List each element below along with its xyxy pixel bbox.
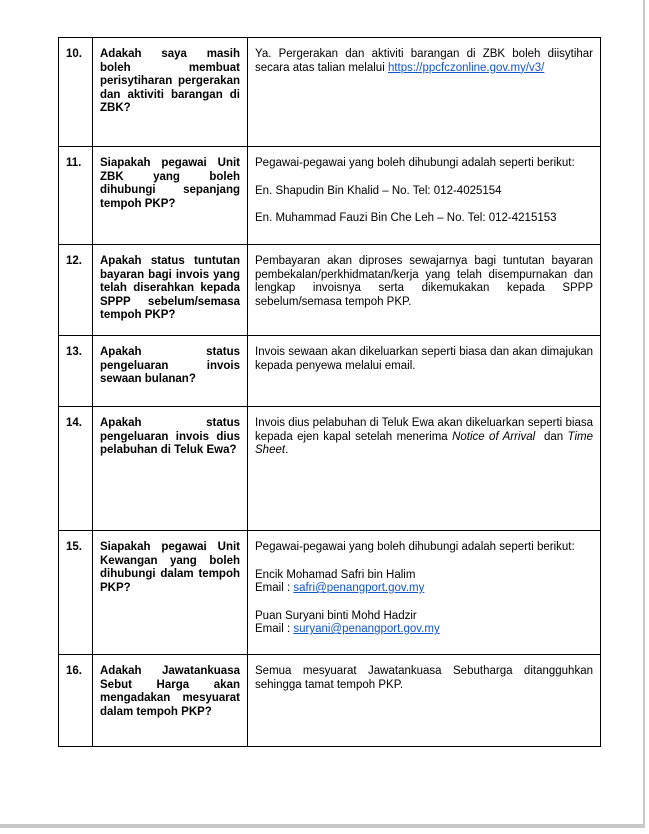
contact-email-line [255, 623, 593, 637]
question: Siapakah pegawai Unit ZBK yang boleh dihubungi sepanjang tempoh PKP? [93, 147, 248, 245]
answer: Invois sewaan akan dikeluarkan seperti biasa dan akan dimajukan kepada penyewa melalui email. [248, 336, 601, 407]
faq-row-14 [59, 407, 601, 531]
row-number: 12. [59, 245, 93, 336]
faq-row-10 [59, 38, 601, 147]
answer [248, 38, 601, 147]
email-label: Email : [255, 582, 294, 594]
faq-row-16 [59, 655, 601, 747]
answer: Semua mesyuarat Jawatankuasa Sebutharga ditangguhkan sehingga tamat tempoh PKP. [248, 655, 601, 747]
question: Apakah status pengeluaran invois dius pelabuhan di Teluk Ewa? [93, 407, 248, 531]
contact-line: En. Shapudin Bin Khalid – No. Tel: 012-4025154 [255, 184, 502, 197]
question: Adakah saya masih boleh membuat perisytiharan pergerakan dan aktiviti barangan di ZBK? [93, 38, 248, 147]
answer-intro: Pegawai-pegawai yang boleh dihubungi adalah seperti berikut: [255, 157, 575, 169]
question: Adakah Jawatankuasa Sebut Harga akan mengadakan mesyuarat dalam tempoh PKP? [93, 655, 248, 747]
answer-text: . [285, 444, 289, 456]
faq-row-15 [59, 531, 601, 655]
answer [248, 407, 601, 531]
answer-text: Ya. Pergerakan dan aktiviti barangan di ZBK boleh diisytihar secara atas talian melalui [255, 48, 593, 74]
answer [248, 531, 601, 655]
question: Apakah status tuntutan bayaran bagi invois yang telah diserahkan kepada SPPP sebelum/semasa tempoh PKP? [93, 245, 248, 336]
contact-email-line [255, 582, 593, 596]
contact-line: En. Muhammad Fauzi Bin Che Leh – No. Tel: 012-4215153 [255, 212, 557, 224]
row-number: 15. [59, 531, 93, 655]
question: Siapakah pegawai Unit Kewangan yang boleh dihubungi dalam tempoh PKP? [93, 531, 248, 655]
row-number: 11. [59, 147, 93, 245]
faq-row-11 [59, 147, 601, 245]
email-link[interactable]: safri@penangport.gov.my [293, 582, 425, 594]
faq-row-12 [59, 245, 601, 336]
contact-name: Puan Suryani binti Mohd Hadzir [255, 609, 417, 622]
row-number: 13. [59, 336, 93, 407]
email-label: Email : [255, 623, 294, 635]
answer: Pembayaran akan diproses sewajarnya bagi tuntutan bayaran pembekalan/perkhidmatan/kerja yang telah disempurnakan dan lengkap invoisnya serta dikemukakan kepada SPPP sebelum/semasa tempoh PKP. [248, 245, 601, 336]
question: Apakah status pengeluaran invois sewaan bulanan? [93, 336, 248, 407]
answer-intro: Pegawai-pegawai yang boleh dihubungi adalah seperti berikut: [255, 541, 575, 553]
answer-text: Invois dius pelabuhan di Teluk Ewa akan dikeluarkan seperti biasa kepada ejen kapal setelah menerima [255, 417, 593, 443]
answer-italic: Notice of Arrival [452, 430, 536, 443]
email-link[interactable]: suryani@penangport.gov.my [293, 623, 440, 635]
row-number: 10. [59, 38, 93, 147]
answer-text: dan [535, 430, 568, 443]
answer-italic: Time Sheet [255, 430, 593, 456]
contact-name: Encik Mohamad Safri bin Halim [255, 568, 416, 581]
row-number: 14. [59, 407, 93, 531]
answer [248, 147, 601, 245]
row-number: 16. [59, 655, 93, 747]
online-declaration-link[interactable]: https://ppcfczonline.gov.my/v3/ [387, 61, 545, 74]
faq-table [58, 37, 601, 747]
faq-row-13 [59, 336, 601, 407]
